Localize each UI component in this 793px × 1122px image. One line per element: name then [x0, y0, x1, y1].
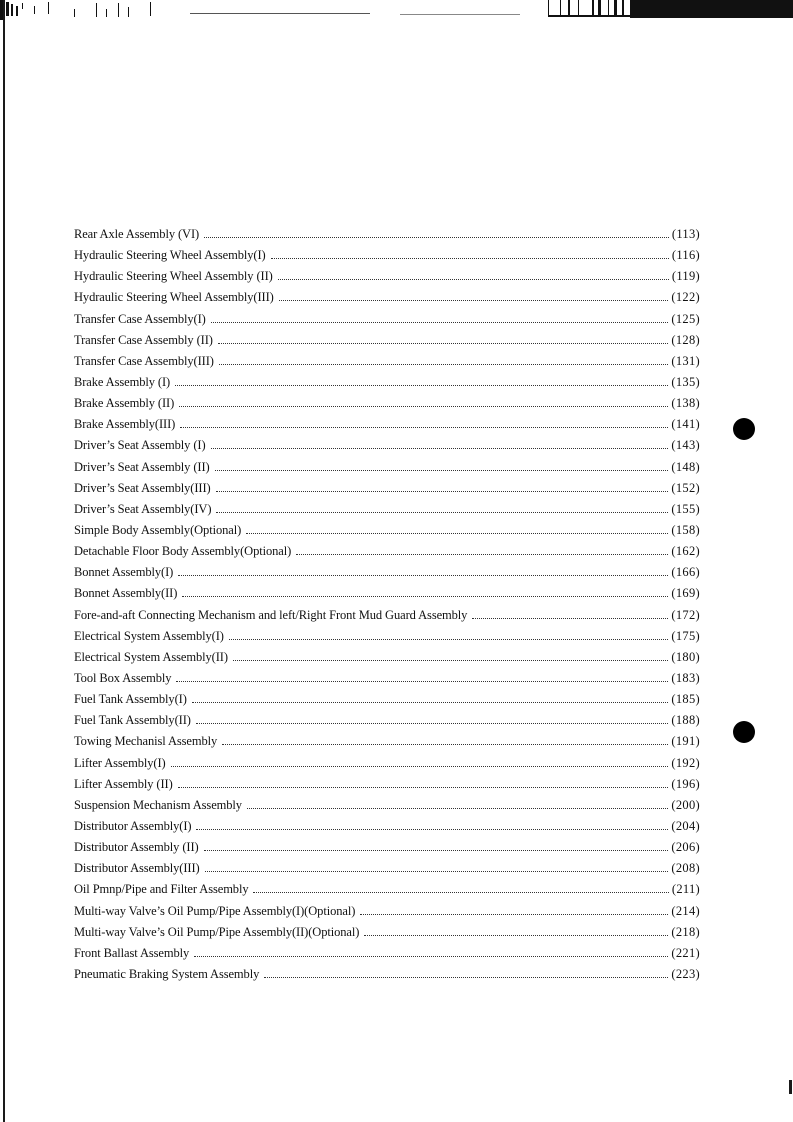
toc-dot-leader	[472, 618, 668, 619]
toc-entry-page-number: (175)	[671, 628, 700, 643]
toc-entry	[74, 478, 700, 499]
toc-entry	[74, 816, 700, 837]
toc-dot-leader	[178, 787, 669, 788]
toc-dot-leader	[204, 237, 669, 238]
toc-entry-title: Brake Assembly (I)	[74, 374, 171, 389]
toc-entry-page-number: (128)	[671, 332, 700, 347]
toc-dot-leader	[196, 829, 668, 830]
toc-entry	[74, 583, 700, 604]
toc-entry-title: Front Ballast Assembly	[74, 945, 190, 960]
toc-dot-leader	[211, 322, 669, 323]
toc-entry-page-number: (158)	[671, 522, 700, 537]
toc-dot-leader	[211, 448, 669, 449]
toc-entry-title: Electrical System Assembly(II)	[74, 649, 228, 664]
toc-entry-title: Transfer Case Assembly(III)	[74, 353, 214, 368]
toc-entry-title: Brake Assembly (II)	[74, 396, 175, 411]
toc-entry	[74, 245, 700, 266]
toc-entry-title: Distributor Assembly (II)	[74, 840, 199, 855]
toc-dot-leader	[216, 512, 668, 513]
toc-entry-page-number: (122)	[671, 290, 700, 305]
toc-entry-page-number: (162)	[671, 544, 700, 559]
toc-entry-title: Detachable Floor Body Assembly(Optional)	[74, 544, 292, 559]
toc-dot-leader	[296, 554, 668, 555]
toc-entry-title: Oil Pmnp/Pipe and Filter Assembly	[74, 882, 249, 897]
toc-dot-leader	[179, 406, 668, 407]
toc-entry-title: Simple Body Assembly(Optional)	[74, 522, 242, 537]
toc-entry	[74, 520, 700, 541]
toc-entry	[74, 372, 700, 393]
toc-entry-page-number: (172)	[671, 607, 700, 622]
table-of-contents	[74, 224, 700, 985]
toc-entry	[74, 499, 700, 520]
toc-entry-title: Transfer Case Assembly (II)	[74, 332, 213, 347]
toc-entry-page-number: (180)	[671, 649, 700, 664]
toc-entry-title: Transfer Case Assembly(I)	[74, 311, 206, 326]
toc-entry	[74, 330, 700, 351]
toc-entry-page-number: (141)	[671, 417, 700, 432]
toc-entry-page-number: (143)	[671, 438, 700, 453]
toc-dot-leader	[247, 808, 668, 809]
toc-dot-leader	[218, 343, 669, 344]
scan-left-edge	[3, 0, 5, 1122]
toc-entry-page-number: (211)	[671, 882, 700, 897]
toc-entry-page-number: (221)	[671, 945, 700, 960]
toc-entry	[74, 562, 700, 583]
toc-dot-leader	[216, 491, 669, 492]
toc-dot-leader	[192, 702, 669, 703]
toc-entry-title: Hydraulic Steering Wheel Assembly(III)	[74, 290, 274, 305]
toc-entry-page-number: (183)	[671, 670, 700, 685]
toc-entry-page-number: (155)	[671, 501, 700, 516]
toc-entry-page-number: (138)	[671, 396, 700, 411]
toc-entry-page-number: (196)	[671, 776, 700, 791]
toc-entry-page-number: (148)	[671, 459, 700, 474]
toc-dot-leader	[171, 766, 669, 767]
toc-entry-page-number: (185)	[671, 692, 700, 707]
toc-entry	[74, 435, 700, 456]
punch-hole	[733, 721, 755, 743]
toc-entry-page-number: (204)	[671, 818, 700, 833]
toc-dot-leader	[178, 575, 668, 576]
toc-entry-title: Towing Mechanisl Assembly	[74, 734, 218, 749]
toc-entry-page-number: (191)	[671, 734, 700, 749]
toc-dot-leader	[264, 977, 668, 978]
toc-dot-leader	[204, 850, 669, 851]
toc-entry	[74, 457, 700, 478]
toc-entry-title: Suspension Mechanism Assembly	[74, 797, 242, 812]
toc-entry	[74, 858, 700, 879]
toc-entry-title: Tool Box Assembly	[74, 670, 172, 685]
toc-entry-page-number: (125)	[671, 311, 700, 326]
toc-entry-page-number: (135)	[671, 374, 700, 389]
toc-entry-title: Distributor Assembly(III)	[74, 861, 200, 876]
toc-entry-page-number: (152)	[671, 480, 700, 495]
toc-dot-leader	[364, 935, 668, 936]
toc-entry-page-number: (116)	[671, 248, 700, 263]
toc-dot-leader	[279, 300, 669, 301]
toc-entry	[74, 668, 700, 689]
toc-dot-leader	[205, 871, 669, 872]
toc-entry	[74, 689, 700, 710]
toc-dot-leader	[182, 596, 668, 597]
toc-entry	[74, 224, 700, 245]
toc-dot-leader	[246, 533, 668, 534]
scan-right-edge-mark	[789, 1080, 792, 1094]
toc-dot-leader	[253, 892, 668, 893]
toc-dot-leader	[176, 681, 668, 682]
toc-entry-title: Driver’s Seat Assembly(III)	[74, 480, 211, 495]
toc-entry-page-number: (169)	[671, 586, 700, 601]
toc-entry-page-number: (208)	[671, 861, 700, 876]
toc-dot-leader	[180, 427, 668, 428]
toc-entry	[74, 309, 700, 330]
toc-entry	[74, 731, 700, 752]
toc-entry-title: Electrical System Assembly(I)	[74, 628, 224, 643]
toc-entry-title: Lifter Assembly (II)	[74, 776, 173, 791]
toc-entry-title: Distributor Assembly(I)	[74, 818, 192, 833]
toc-entry	[74, 414, 700, 435]
toc-entry-title: Bonnet Assembly(II)	[74, 586, 178, 601]
toc-entry-page-number: (223)	[671, 966, 700, 981]
toc-entry-page-number: (206)	[671, 840, 700, 855]
toc-entry-page-number: (188)	[671, 713, 700, 728]
toc-entry	[74, 287, 700, 308]
toc-entry	[74, 647, 700, 668]
toc-dot-leader	[219, 364, 669, 365]
toc-entry	[74, 626, 700, 647]
toc-dot-leader	[215, 470, 669, 471]
toc-entry	[74, 266, 700, 287]
punch-hole	[733, 418, 755, 440]
toc-entry-title: Multi-way Valve’s Oil Pump/Pipe Assembly(II)(Optional)	[74, 924, 360, 939]
toc-dot-leader	[175, 385, 668, 386]
toc-entry-title: Fuel Tank Assembly(I)	[74, 692, 187, 707]
toc-entry-title: Fuel Tank Assembly(II)	[74, 713, 191, 728]
toc-entry-title: Brake Assembly(III)	[74, 417, 176, 432]
toc-entry-title: Multi-way Valve’s Oil Pump/Pipe Assembly(I)(Optional)	[74, 903, 356, 918]
toc-entry-title: Pneumatic Braking System Assembly	[74, 966, 260, 981]
toc-dot-leader	[229, 639, 669, 640]
toc-dot-leader	[271, 258, 669, 259]
toc-entry-page-number: (113)	[671, 227, 700, 241]
toc-entry	[74, 901, 700, 922]
toc-entry-title: Hydraulic Steering Wheel Assembly(I)	[74, 248, 266, 263]
toc-entry	[74, 774, 700, 795]
toc-entry-title: Driver’s Seat Assembly (I)	[74, 438, 206, 453]
toc-entry-title: Lifter Assembly(I)	[74, 755, 166, 770]
toc-entry	[74, 795, 700, 816]
toc-entry	[74, 943, 700, 964]
toc-entry-page-number: (119)	[671, 269, 700, 284]
toc-entry	[74, 837, 700, 858]
toc-entry-title: Rear Axle Assembly (VI)	[74, 227, 200, 241]
toc-entry-page-number: (214)	[671, 903, 700, 918]
toc-dot-leader	[233, 660, 669, 661]
toc-entry-title: Hydraulic Steering Wheel Assembly (II)	[74, 269, 273, 284]
toc-entry-page-number: (200)	[671, 797, 700, 812]
toc-entry-title: Bonnet Assembly(I)	[74, 565, 174, 580]
toc-entry-page-number: (166)	[671, 565, 700, 580]
toc-entry-page-number: (218)	[671, 924, 700, 939]
toc-entry	[74, 541, 700, 562]
toc-entry-page-number: (131)	[671, 353, 700, 368]
scan-artifact-top	[0, 0, 793, 20]
toc-entry-title: Driver’s Seat Assembly(IV)	[74, 501, 212, 516]
toc-entry-title: Driver’s Seat Assembly (II)	[74, 459, 210, 474]
toc-dot-leader	[360, 914, 668, 915]
toc-entry	[74, 753, 700, 774]
toc-dot-leader	[278, 279, 669, 280]
toc-entry-page-number: (192)	[671, 755, 700, 770]
toc-entry	[74, 964, 700, 985]
toc-dot-leader	[194, 956, 668, 957]
toc-entry	[74, 922, 700, 943]
toc-entry	[74, 605, 700, 626]
toc-entry	[74, 393, 700, 414]
toc-entry	[74, 879, 700, 900]
toc-dot-leader	[222, 744, 668, 745]
toc-entry-title: Fore-and-aft Connecting Mechanism and left/Right Front Mud Guard Assembly	[74, 607, 468, 622]
toc-entry	[74, 710, 700, 731]
toc-entry	[74, 351, 700, 372]
toc-dot-leader	[196, 723, 669, 724]
